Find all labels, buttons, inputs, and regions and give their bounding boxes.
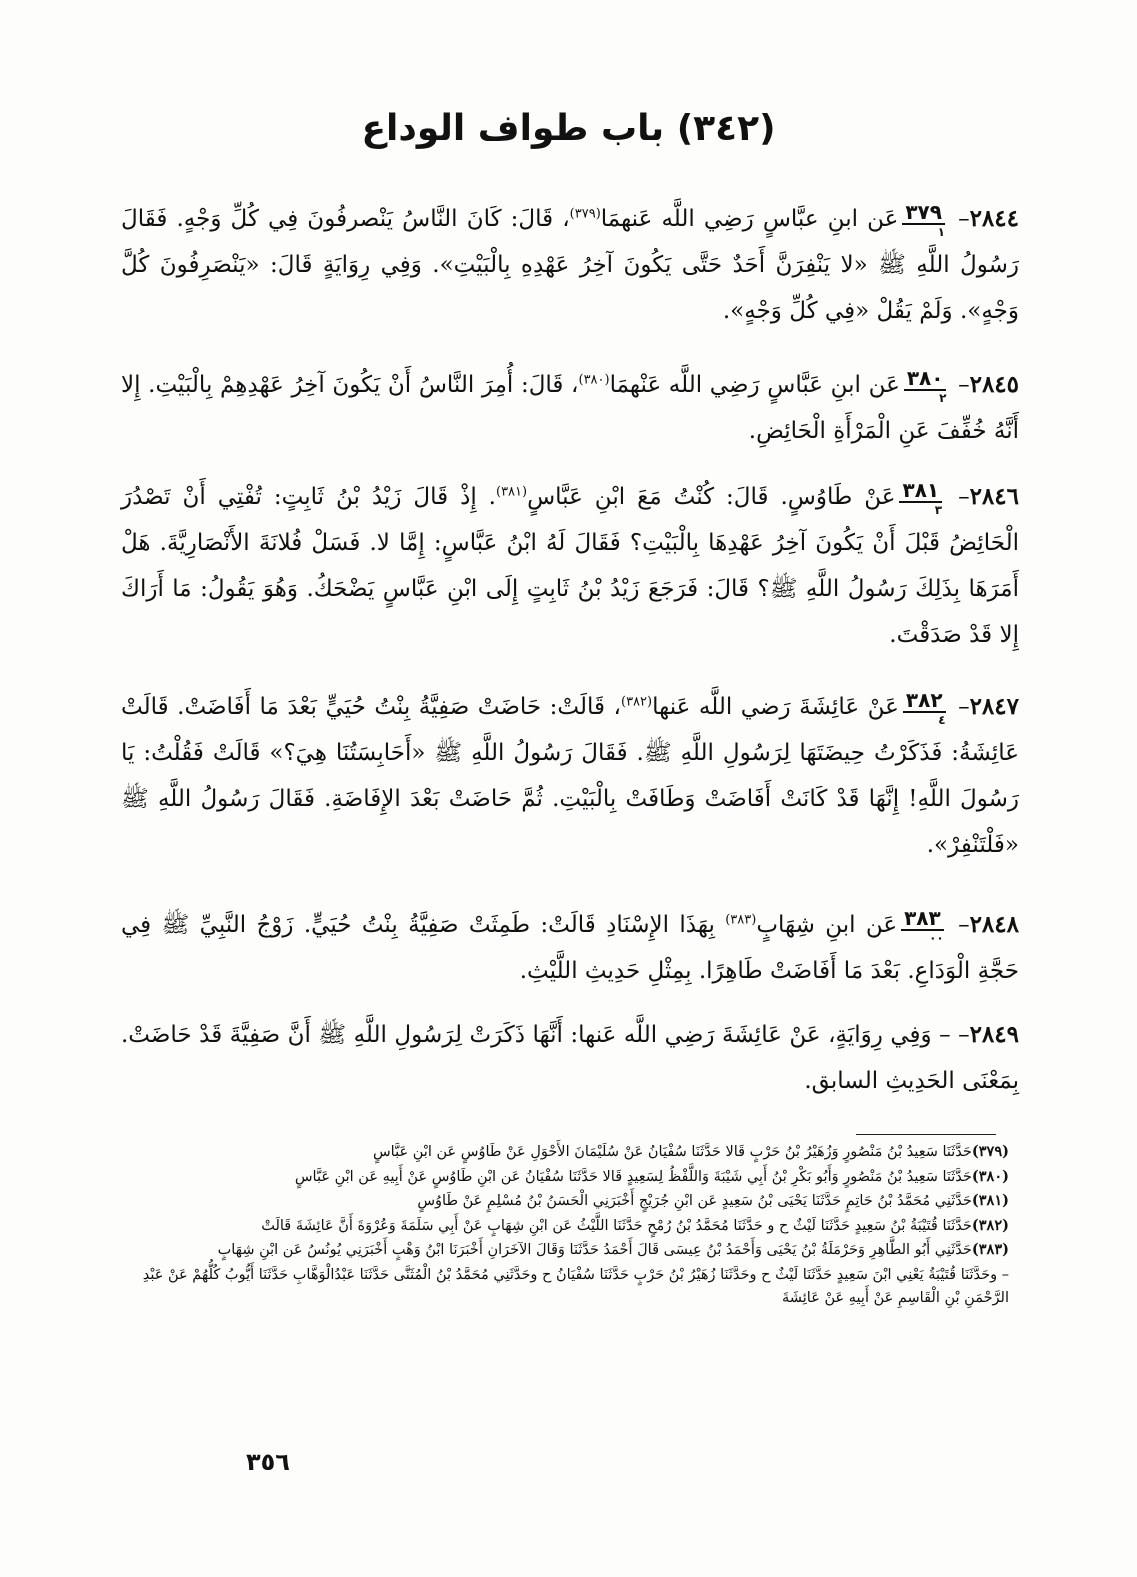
hadith-text: عَن ابنِ شِهَابٍ bbox=[756, 912, 898, 938]
hadith-text: عَنْ طَاوُسٍ. قَالَ: كُنْتُ مَعَ ابْنِ عَبَّاسٍ bbox=[527, 484, 896, 510]
hadith-2849: ٢٨٤٩– – وَفِي رِوَايَةٍ، عَنْ عَائِشَةَ رَضِي اللَّه عَنها: أَنَّهَا ذَكَرَتْ لِرَسُولِ اللَّهِ ﷺ أَنَّ صَفِيَّةَ قَدْ حَاضَتْ. بِمَعْنَى الحَدِيثِ السابق. bbox=[121, 1021, 1019, 1094]
hadith-2845: ٢٨٤٥– ٣٨٠ ٢ عَن ابنِ عَبَّاسٍ رَضِي اللَّه عَنْهمَا$^{(٣٨٠)}$، قَالَ: أُمِرَ النَّاسُ أَنْ يَكُونَ آخِرُ عَهْدِهِمْ بِالْبَيْتِ. إِلا أَنَّهُ خُفِّفَ عَنِ الْمَرْأَةِ الْحَائِضِ. bbox=[121, 366, 1020, 444]
footnote-382: (٣٨٢)حَدَّثَنَا قُتَيْبَةُ بْنُ سَعِيدٍ حَدَّثَنَا لَيْثٌ ح و حَدَّثَنَا مُحَمَّدُ بْنُ رُمْحٍ حَدَّثَنَا اللَّيْثُ عَن ابْنِ شِهَابٍ عَنْ أَبِي سَلَمَةَ وَعُرْوَةَ أَنَّ عَائِشَةَ قَالَتْ bbox=[261, 1216, 1009, 1234]
hadith-text: ، قَالَ: كَانَ النَّاسُ يَنْصرفُونَ فِي كُلِّ وَجْهٍ. فَقَالَ رَسُولُ اللَّهِ ﷺ «لا يَنْفِرَنَّ أَحَدٌ حَتَّى يَكُونَ آخِرُ عَهْدِهِ بِالْبَيْتِ». وَفِي رِوَايَةٍ قَالَ: «يَنْصَرِفُونَ كُلَّ وَجْهٍ». وَلَمْ يَقُلْ «فِي كُلِّ وَجْهٍ». bbox=[121, 206, 1019, 324]
footnote-380: (٣٨٠)حَدَّثَنَا سَعِيدُ بْنُ مَنْصُورٍ وَأَبُو بَكْرِ بْنُ أَبِي شَيْبَةَ وَاللَّفْظُ لِسَعِيدٍ قَالا حَدَّثَنَا سُفْيَانُ عَن ابْنِ طَاوُسٍ عَنْ أَبِيهِ عَن ابْنِ عَبَّاسٍ bbox=[294, 1167, 1009, 1185]
hadith-2848: ٢٨٤٨– ٣٨٣ ٠٠ عَن ابنِ شِهَابٍ$^{(٣٨٣)}$ بِهَذَا الإِسْنَادِ قَالَتْ: طَمِثَتْ صَفِيَّةُ بِنْتُ حُيَيٍّ. زَوْجُ النَّبِيِّ ﷺ فِي حَجَّةِ الْوَدَاعِ. بَعْدَ مَا أَفَاضَتْ طَاهِرًا. بِمِثْلِ حَدِيثِ اللَّيْثِ. bbox=[121, 906, 1019, 984]
hadith-text: عَنْ عَائِشَةَ رَضي اللَّه عَنها bbox=[652, 694, 899, 720]
hadith-text: . إِذْ قَالَ زَيْدُ بْنُ ثَابِتٍ: تُفْتِي أَنْ تَصْدُرَ الْحَائِضُ قَبْلَ أَنْ يَكُونَ آخِرُ عَهْدِهَا بِالْبَيْتِ؟ فَقَالَ لَهُ ابْنُ عَبَّاسٍ: إِمَّا لا. فَسَلْ فُلانَةَ الأَنْصَارِيَّةَ. هَلْ أَمَرَهَا بِذَلِكَ رَسُولُ اللَّهِ ﷺ؟ قَالَ: فَرَجَعَ زَيْدُ بْنُ ثَابِتٍ إِلَى ابْنِ عَبَّاسٍ يَضْحَكُ. وَهُوَ يَقُولُ: مَا أَرَاكَ إِلا قَدْ صَدَقْتَ. bbox=[121, 484, 1019, 648]
footnote-divider bbox=[856, 1134, 996, 1135]
reference-number: ٣٨٣ ٠٠ bbox=[901, 908, 944, 944]
hadith-number: ٢٨٤٦ bbox=[969, 483, 1019, 510]
footnote-marker[interactable]: (٣٨١) bbox=[495, 484, 528, 500]
hadith-number: ٢٨٤٤ bbox=[969, 205, 1019, 232]
footnote-381: (٣٨١)حَدَّثَنِي مُحَمَّدُ بْنُ حَاتِمٍ حَدَّثَنَا يَحْيَى بْنُ سَعِيدٍ عَن ابْنِ جُرَيْجٍ أَخْبَرَنِي الْحَسَنُ بْنُ مُسْلِمٍ عَنْ طَاوُسٍ bbox=[417, 1192, 1009, 1209]
hadith-text: بِهَذَا الإِسْنَادِ قَالَتْ: طَمِثَتْ صَفِيَّةُ بِنْتُ حُيَيٍّ. زَوْجُ النَّبِيِّ ﷺ فِي حَجَّةِ الْوَدَاعِ. بَعْدَ مَا أَفَاضَتْ طَاهِرًا. بِمِثْلِ حَدِيثِ اللَّيْثِ. bbox=[121, 912, 1019, 984]
reference-number: ٣٨١ ٣ bbox=[899, 480, 942, 516]
reference-number: ٣٨٠ ٢ bbox=[904, 368, 947, 404]
reference-number: ٣٧٩ ١ bbox=[902, 202, 945, 238]
hadith-2847: ٢٨٤٧– ٣٨٢ ٤ عَنْ عَائِشَةَ رَضي اللَّه عَنها$^{(٣٨٢)}$، قَالَتْ: حَاضَتْ صَفِيَّةُ بِنْتُ حُيَيٍّ بَعْدَ مَا أَفَاضَتْ. قَالَتْ عَائِشَةُ: فَذَكَرْتُ حِيضَتَهَا لِرَسُولِ اللَّهِ ﷺ. فَقَالَ رَسُولُ اللَّهِ ﷺ «أَحَابِسَتُنَا هِيَ؟» قَالَتْ فَقُلْتُ: يَا رَسُولَ اللَّهِ! إِنَّهَا قَدْ كَانَتْ أَفَاضَتْ وَطَافَتْ بِالْبَيْتِ. ثُمَّ حَاضَتْ بَعْدَ الإِفَاضَةِ. فَقَالَ رَسُولُ اللَّهِ ﷺ «فَلْتَنْفِرْ». bbox=[121, 688, 1019, 858]
hadith-text: – وَفِي رِوَايَةٍ، عَنْ عَائِشَةَ رَضِي اللَّه عَنها: أَنَّهَا ذَكَرَتْ لِرَسُولِ اللَّهِ ﷺ أَنَّ صَفِيَّةَ قَدْ حَاضَتْ. بِمَعْنَى الحَدِيثِ السابق. bbox=[121, 1022, 1019, 1094]
chapter-title: (٣٤٢) باب طواف الوداع bbox=[361, 108, 776, 149]
footnote-383-continued: – وحَدَّثَنَا قُتَيْبَةُ يَعْنِي ابْنَ سَعِيدٍ حَدَّثَنَا لَيْثٌ ح وحَدَّثَنَا زُهَيْرُ بْنُ حَرْبٍ حَدَّثَنَا سُفْيَانُ ح وحَدَّثَنِي مُحَمَّدُ بْنُ الْمُثَنَّى حَدَّثَنَا عَبْدُالْوَهَّابِ حَدَّثَنَا أَيُّوبُ كُلُّهُمْ عَنْ عَبْدِ الرَّحْمَنِ بْنِ الْقَاسِمِ عَنْ أَبِيهِ عَنْ عَائِشَةَ bbox=[142, 1266, 1009, 1306]
footnote-383: (٣٨٣)حَدَّثَنِي أَبُو الطَّاهِرِ وَحَرْمَلَةُ بْنُ يَحْيَى وَأَحْمَدُ بْنُ عِيسَى قَالَ أَحْمَدُ حَدَّثَنَا وَقَالَ الآخَرَانِ أَخْبَرَنَا ابْنُ وَهْبٍ أَخْبَرَنِي يُونُسُ عَن ابْنِ شِهَابٍ bbox=[217, 1241, 1009, 1258]
hadith-text: ، قَالَتْ: حَاضَتْ صَفِيَّةُ بِنْتُ حُيَيٍّ بَعْدَ مَا أَفَاضَتْ. قَالَتْ عَائِشَةُ: فَذَكَرْتُ حِيضَتَهَا لِرَسُولِ اللَّهِ ﷺ. فَقَالَ رَسُولُ اللَّهِ ﷺ «أَحَابِسَتُنَا هِيَ؟» قَالَتْ فَقُلْتُ: يَا رَسُولَ اللَّهِ! إِنَّهَا قَدْ كَانَتْ أَفَاضَتْ وَطَافَتْ بِالْبَيْتِ. ثُمَّ حَاضَتْ بَعْدَ الإِفَاضَةِ. فَقَالَ رَسُولُ اللَّهِ ﷺ «فَلْتَنْفِرْ». bbox=[121, 694, 1019, 858]
hadith-number: ٢٨٤٥ bbox=[969, 371, 1020, 398]
hadith-2844: ٢٨٤٤– ٣٧٩ ١ عَن ابنِ عبَّاسٍ رَضِي اللَّه عَنهمَا$^{(٣٧٩)}$، قَالَ: كَانَ النَّاسُ يَنْصرفُونَ فِي كُلِّ وَجْهٍ. فَقَالَ رَسُولُ اللَّهِ ﷺ «لا يَنْفِرَنَّ أَحَدٌ حَتَّى يَكُونَ آخِرُ عَهْدِهِ بِالْبَيْتِ». وَفِي رِوَايَةٍ قَالَ: «يَنْصَرِفُونَ كُلَّ وَجْهٍ». وَلَمْ يَقُلْ «فِي كُلِّ وَجْهٍ». bbox=[121, 200, 1019, 324]
hadith-number: ٢٨٤٨ bbox=[969, 911, 1019, 938]
page-number: ٣٥٦ bbox=[246, 1448, 290, 1476]
footnotes bbox=[131, 1140, 1009, 1311]
hadith-text: عَن ابنِ عبَّاسٍ رَضِي اللَّه عَنهمَا bbox=[600, 206, 899, 232]
footnote-marker[interactable]: (٣٨٠) bbox=[578, 372, 610, 388]
hadith-number: ٢٨٤٩ bbox=[969, 1021, 1019, 1048]
footnote-379: (٣٧٩)حَدَّثَنَا سَعِيدُ بْنُ مَنْصُورٍ وَزُهَيْرُ بْنُ حَرْبٍ قَالا حَدَّثَنَا سُفْيَانُ عَنْ سُلَيْمَانَ الأَحْوَلِ عَنْ طَاوُسٍ عَن ابْنِ عَبَّاسٍ bbox=[372, 1143, 1009, 1160]
hadith-text: عَن ابنِ عَبَّاسٍ رَضِي اللَّه عَنْهمَا bbox=[609, 372, 900, 398]
reference-number: ٣٨٢ ٤ bbox=[903, 690, 946, 726]
hadith-number: ٢٨٤٧ bbox=[969, 693, 1019, 720]
hadith-text: ، قَالَ: أُمِرَ النَّاسُ أَنْ يَكُونَ آخِرُ عَهْدِهِمْ بِالْبَيْتِ. إِلا أَنَّهُ خُفِّفَ عَنِ الْمَرْأَةِ الْحَائِضِ. bbox=[121, 372, 1019, 444]
footnote-marker[interactable]: (٣٨٣) bbox=[725, 912, 757, 928]
footnote-marker[interactable]: (٣٨٢) bbox=[620, 694, 653, 710]
hadith-2846: ٢٨٤٦– ٣٨١ ٣ عَنْ طَاوُسٍ. قَالَ: كُنْتُ مَعَ ابْنِ عَبَّاسٍ$^{(٣٨١)}$. إِذْ قَالَ زَيْدُ بْنُ ثَابِتٍ: تُفْتِي أَنْ تَصْدُرَ الْحَائِضُ قَبْلَ أَنْ يَكُونَ آخِرُ عَهْدِهَا بِالْبَيْتِ؟ فَقَالَ لَهُ ابْنُ عَبَّاسٍ: إِمَّا لا. فَسَلْ فُلانَةَ الأَنْصَارِيَّةَ. هَلْ أَمَرَهَا بِذَلِكَ رَسُولُ اللَّهِ ﷺ؟ قَالَ: فَرَجَعَ زَيْدُ بْنُ ثَابِتٍ إِلَى ابْنِ عَبَّاسٍ يَضْحَكُ. وَهُوَ يَقُولُ: مَا أَرَاكَ إِلا قَدْ صَدَقْتَ. bbox=[121, 478, 1019, 648]
footnote-marker[interactable]: (٣٧٩) bbox=[569, 206, 601, 222]
